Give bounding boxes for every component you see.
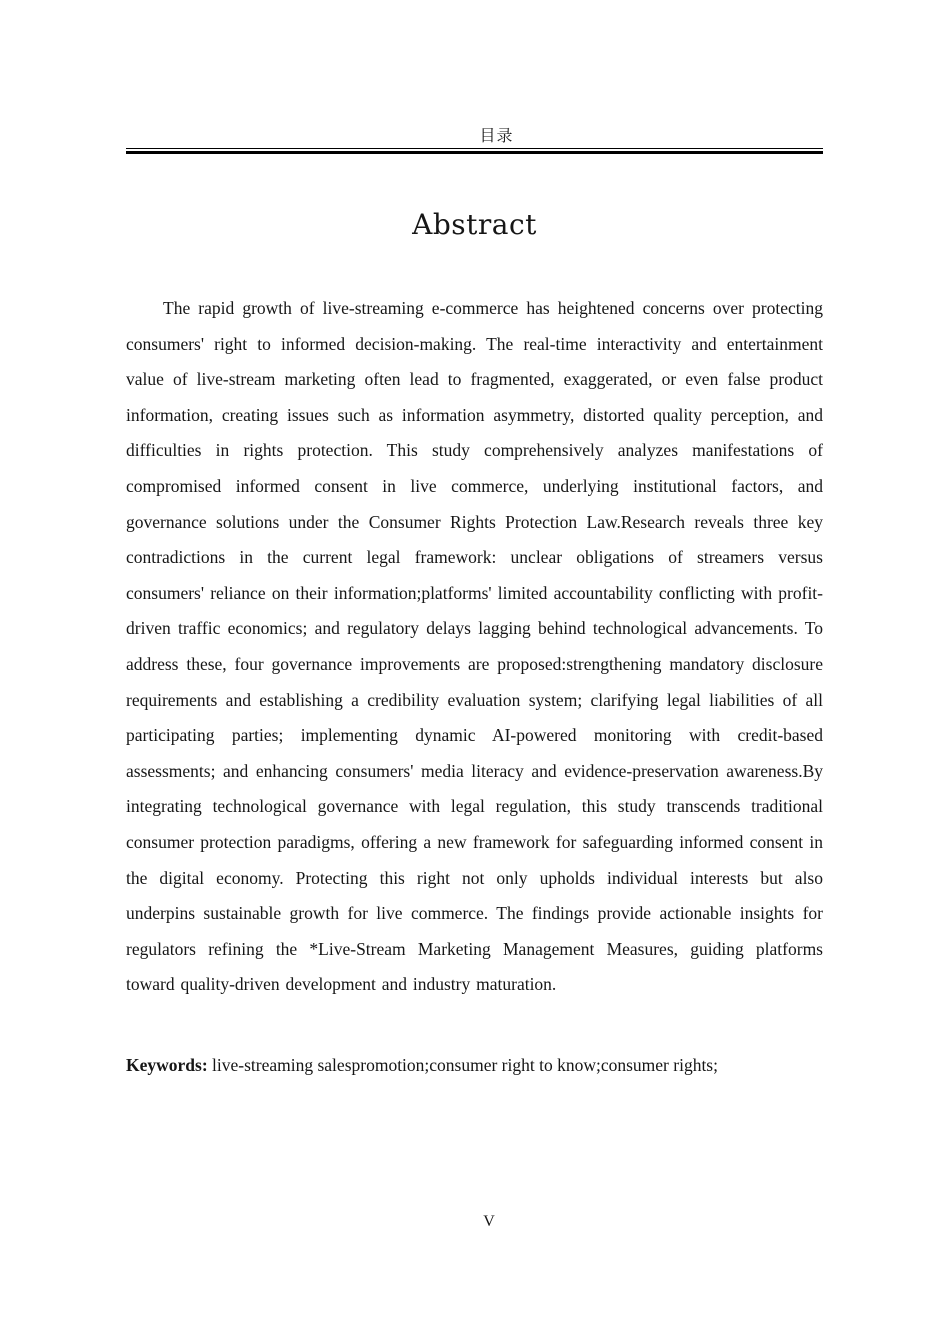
keywords-text: live-streaming salespromotion;consumer right to know;consumer rights;	[212, 1055, 718, 1075]
page-footer	[14, 1212, 950, 1232]
page-number: V	[483, 1213, 495, 1230]
running-header-title: 目录	[479, 128, 514, 145]
keywords-line	[126, 1051, 823, 1079]
abstract-paragraph: The rapid growth of live-streaming e-commerce has heightened concerns over protecting consumers' right to informed decision-making. The real-time interactivity and entertainment value of live-stream marketing often lead to fragmented, exaggerated, or even false product information, creating issues such as information asymmetry, distorted quality perception, and difficulties in rights protection. This study comprehensively analyzes manifestations of compromised informed consent in live commerce, underlying institutional factors, and governance solutions under the Consumer Rights Protection Law.Research reveals three key contradictions in the current legal framework: unclear obligations of streamers versus consumers' reliance on their information;platforms' limited accountability conflicting with profit-driven traffic economics; and regulatory delays lagging behind technological advancements. To address these, four governance improvements are proposed:strengthening mandatory disclosure requirements and establishing a credibility evaluation system; clarifying legal liabilities of all participating parties; implementing dynamic AI-powered monitoring with credit-based assessments; and enhancing consumers' media literacy and evidence-preservation awareness.By integrating technological governance with legal regulation, this study transcends traditional consumer protection paradigms, offering a new framework for safeguarding informed consent in the digital economy. Protecting this right not only upholds individual interests but also underpins sustainable growth for live commerce. The findings provide actionable insights for regulators refining the *Live-Stream Marketing Management Measures, guiding platforms toward quality-driven development and industry maturation.	[126, 298, 823, 995]
header-double-rule	[126, 148, 823, 154]
page-title: Abstract	[412, 208, 537, 241]
keywords-label: Keywords:	[126, 1055, 208, 1075]
